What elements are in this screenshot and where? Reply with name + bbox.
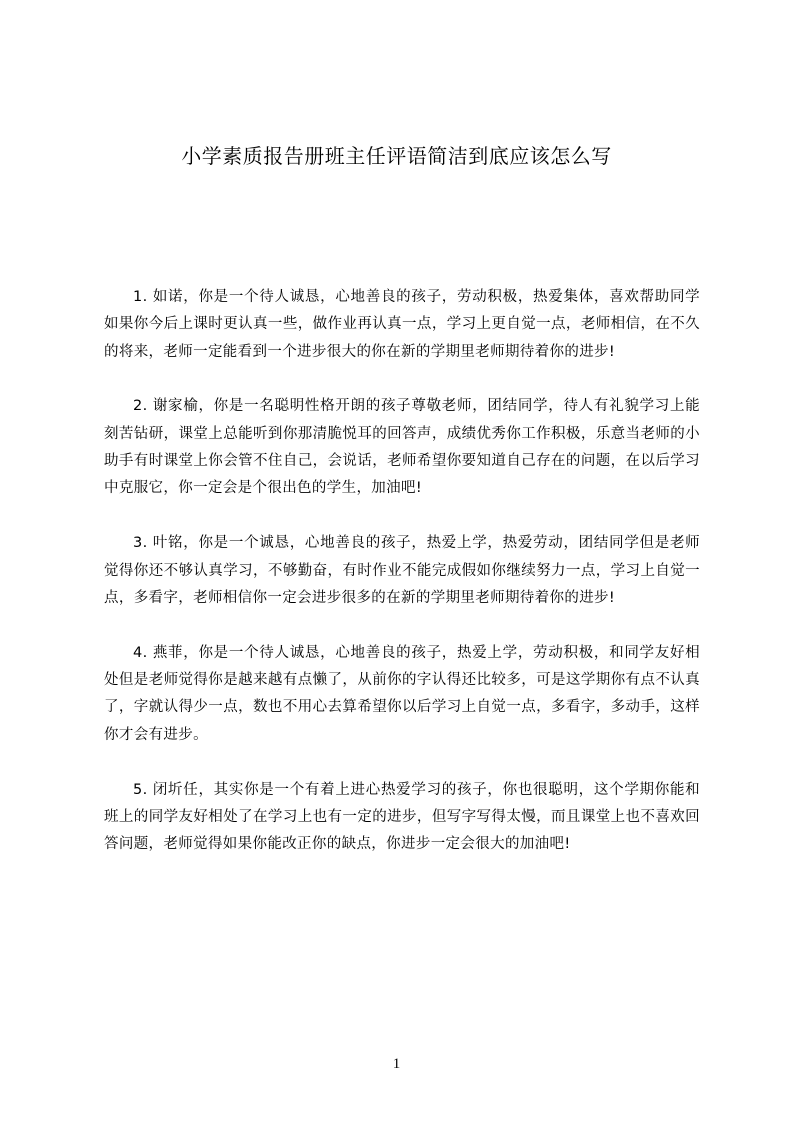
document-body	[104, 284, 700, 886]
page-number: 1	[392, 1056, 401, 1072]
comment-paragraph-1: 1. 如诺，你是一个待人诚恳，心地善良的孩子，劳动积极，热爱集体，喜欢帮助同学如果你今后上课时更认真一些，做作业再认真一点，学习上更自觉一点，老师相信，在不久的将来，老师一定能看到一个进步很大的你在新的学期里老师期待着你的进步!	[104, 289, 700, 360]
comment-paragraph-2: 2. 谢家榆，你是一名聪明性格开朗的孩子尊敬老师，团结同学，待人有礼貌学习上能刻苦钻研，课堂上总能听到你那清脆悦耳的回答声，成绩优秀你工作积极，乐意当老师的小助手有时课堂上你会管不住自己，会说话，老师希望你要知道自己存在的问题，在以后学习中克服它，你一定会是个很出色的学生，加油吧!	[104, 398, 700, 497]
comment-paragraph-3: 3. 叶铭，你是一个诚恳，心地善良的孩子，热爱上学，热爱劳动，团结同学但是老师觉得你还不够认真学习，不够勤奋，有时作业不能完成假如你继续努力一点，学习上自觉一点，多看字，老师相信你一定会进步很多的在新的学期里老师期待着你的进步!	[104, 535, 700, 606]
document-title: 小学素质报告册班主任评语简洁到底应该怎么写	[181, 144, 612, 168]
comment-paragraph-5: 5. 闭圻任，其实你是一个有着上进心热爱学习的孩子，你也很聪明，这个学期你能和班上的同学友好相处了在学习上也有一定的进步，但写字写得太慢，而且课堂上也不喜欢回答问题，老师觉得如果你能改正你的缺点，你进步一定会很大的加油吧!	[104, 781, 700, 853]
comment-paragraph-4: 4. 燕菲，你是一个待人诚恳，心地善良的孩子，热爱上学，劳动积极，和同学友好相处但是老师觉得你是越来越有点懒了，从前你的字认得还比较多，可是这学期你有点不认真了，字就认得少一点，数也不用心去算希望你以后学习上自觉一点，多看字，多动手，这样你才会有进步。	[104, 644, 700, 743]
